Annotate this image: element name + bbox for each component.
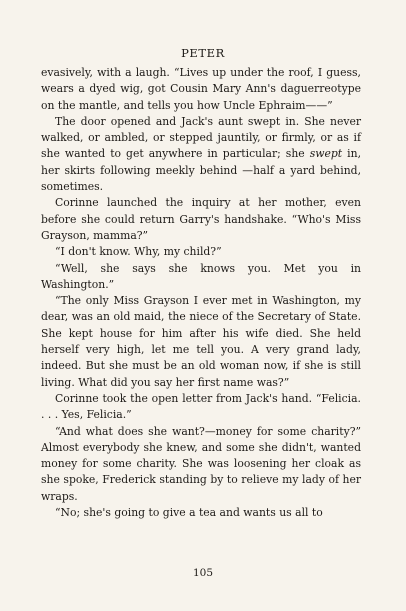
paragraph-4: “I don't know. Why, my child?” [55,245,222,259]
paragraph-1: evasively, with a laugh. “Lives up under the roof, I guess, wears a dyed wig, got Cousin Mary Ann's daguerreotype on the mantle, and tells you how Uncle Ephraim——” [41,66,361,112]
page-number: 105 [192,567,214,579]
paragraph-9: “No; she's going to give a tea and wants us all to [55,506,323,520]
paragraph-7: Corinne took the open letter from Jack's hand. “Felicia. . . . Yes, Felicia.” [41,391,361,422]
running-head: PETER [181,46,225,60]
paragraph-5: “Well, she says she knows you. Met you in Washington.” [41,261,361,291]
body-text [41,65,361,521]
paragraph-8: “And what does she want?—money for some charity?” Almost everybody she knew, and some she didn't, wanted money for some charity. She was loosening her cloak as she spoke, Frederick standing by to relieve my lady of her wraps. [41,424,361,503]
emphasis-swept: swept [309,147,343,161]
paragraph-3: Corinne launched the inquiry at her mother, even before she could return Garry's handshake. “Who's Miss Grayson, mamma?” [41,196,361,242]
paragraph-2: The door opened and Jack's aunt swept in. She never walked, or ambled, or stepped jauntily, or firmly, or as if she wanted to get anywhere in particular; she swept in, her skirts following meekly behind —half a yard behind, sometimes. [41,114,361,194]
paragraph-6: “The only Miss Grayson I ever met in Washington, my dear, was an old maid, the niece of the Secretary of State. She kept house for him after his wife died. She held herself very high, let me tell you. A very grand lady, indeed. But she must be an old woman now, if she is still living. What did you say her first name was?” [41,294,361,389]
